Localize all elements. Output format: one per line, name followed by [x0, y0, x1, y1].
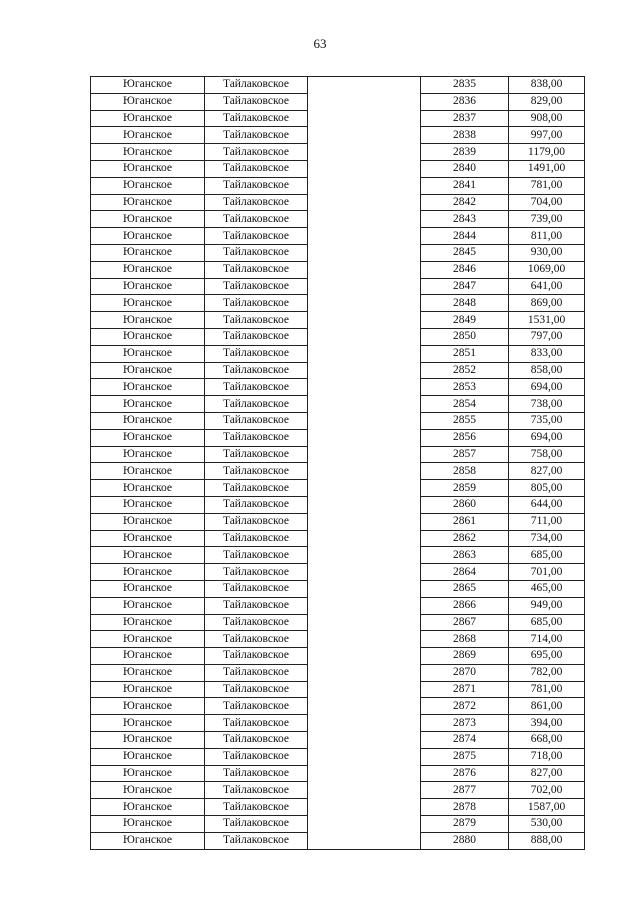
value-cell: 997,00	[509, 127, 585, 144]
value-cell: 694,00	[509, 379, 585, 396]
deposit-name-cell: Тайлаковское	[205, 748, 308, 765]
empty-cell	[308, 480, 421, 497]
well-number-cell: 2863	[421, 547, 509, 564]
deposit-name-cell: Тайлаковское	[205, 177, 308, 194]
data-table	[90, 76, 585, 850]
field-name-cell: Юганское	[91, 832, 205, 849]
field-name-cell: Юганское	[91, 816, 205, 833]
well-number-cell: 2880	[421, 832, 509, 849]
field-name-cell: Юганское	[91, 194, 205, 211]
empty-cell	[308, 446, 421, 463]
empty-cell	[308, 362, 421, 379]
deposit-name-cell: Тайлаковское	[205, 463, 308, 480]
table-row	[91, 261, 585, 278]
value-cell: 797,00	[509, 328, 585, 345]
value-cell: 701,00	[509, 564, 585, 581]
value-cell: 1531,00	[509, 312, 585, 329]
value-cell: 530,00	[509, 816, 585, 833]
value-cell: 718,00	[509, 748, 585, 765]
value-cell: 861,00	[509, 698, 585, 715]
deposit-name-cell: Тайлаковское	[205, 564, 308, 581]
well-number-cell: 2839	[421, 144, 509, 161]
empty-cell	[308, 144, 421, 161]
well-number-cell: 2842	[421, 194, 509, 211]
well-number-cell: 2859	[421, 480, 509, 497]
empty-cell	[308, 211, 421, 228]
table-row	[91, 144, 585, 161]
well-number-cell: 2860	[421, 496, 509, 513]
value-cell: 829,00	[509, 93, 585, 110]
deposit-name-cell: Тайлаковское	[205, 278, 308, 295]
value-cell: 838,00	[509, 77, 585, 94]
value-cell: 758,00	[509, 446, 585, 463]
table-row	[91, 782, 585, 799]
deposit-name-cell: Тайлаковское	[205, 312, 308, 329]
table-row	[91, 547, 585, 564]
value-cell: 685,00	[509, 614, 585, 631]
deposit-name-cell: Тайлаковское	[205, 782, 308, 799]
table-row	[91, 345, 585, 362]
value-cell: 858,00	[509, 362, 585, 379]
deposit-name-cell: Тайлаковское	[205, 295, 308, 312]
well-number-cell: 2853	[421, 379, 509, 396]
table-row	[91, 799, 585, 816]
deposit-name-cell: Тайлаковское	[205, 211, 308, 228]
empty-cell	[308, 93, 421, 110]
well-number-cell: 2870	[421, 664, 509, 681]
value-cell: 930,00	[509, 244, 585, 261]
field-name-cell: Юганское	[91, 765, 205, 782]
field-name-cell: Юганское	[91, 429, 205, 446]
field-name-cell: Юганское	[91, 496, 205, 513]
field-name-cell: Юганское	[91, 463, 205, 480]
field-name-cell: Юганское	[91, 547, 205, 564]
deposit-name-cell: Тайлаковское	[205, 664, 308, 681]
table-row	[91, 244, 585, 261]
well-number-cell: 2861	[421, 513, 509, 530]
table-row	[91, 480, 585, 497]
table-row	[91, 513, 585, 530]
well-number-cell: 2864	[421, 564, 509, 581]
table-row	[91, 664, 585, 681]
deposit-name-cell: Тайлаковское	[205, 362, 308, 379]
field-name-cell: Юганское	[91, 664, 205, 681]
table-row	[91, 496, 585, 513]
value-cell: 714,00	[509, 631, 585, 648]
deposit-name-cell: Тайлаковское	[205, 614, 308, 631]
well-number-cell: 2838	[421, 127, 509, 144]
field-name-cell: Юганское	[91, 362, 205, 379]
table-row	[91, 362, 585, 379]
field-name-cell: Юганское	[91, 698, 205, 715]
deposit-name-cell: Тайлаковское	[205, 160, 308, 177]
value-cell: 1491,00	[509, 160, 585, 177]
field-name-cell: Юганское	[91, 211, 205, 228]
empty-cell	[308, 816, 421, 833]
empty-cell	[308, 698, 421, 715]
value-cell: 739,00	[509, 211, 585, 228]
well-number-cell: 2858	[421, 463, 509, 480]
value-cell: 811,00	[509, 228, 585, 245]
deposit-name-cell: Тайлаковское	[205, 580, 308, 597]
field-name-cell: Юганское	[91, 345, 205, 362]
well-number-cell: 2835	[421, 77, 509, 94]
deposit-name-cell: Тайлаковское	[205, 93, 308, 110]
empty-cell	[308, 412, 421, 429]
well-number-cell: 2875	[421, 748, 509, 765]
table-row	[91, 177, 585, 194]
field-name-cell: Юганское	[91, 379, 205, 396]
empty-cell	[308, 328, 421, 345]
value-cell: 1587,00	[509, 799, 585, 816]
value-cell: 711,00	[509, 513, 585, 530]
value-cell: 869,00	[509, 295, 585, 312]
deposit-name-cell: Тайлаковское	[205, 261, 308, 278]
empty-cell	[308, 295, 421, 312]
table-row	[91, 211, 585, 228]
field-name-cell: Юганское	[91, 278, 205, 295]
field-name-cell: Юганское	[91, 396, 205, 413]
value-cell: 644,00	[509, 496, 585, 513]
well-number-cell: 2868	[421, 631, 509, 648]
table-row	[91, 463, 585, 480]
deposit-name-cell: Тайлаковское	[205, 446, 308, 463]
well-number-cell: 2879	[421, 816, 509, 833]
deposit-name-cell: Тайлаковское	[205, 816, 308, 833]
field-name-cell: Юганское	[91, 261, 205, 278]
table-row	[91, 194, 585, 211]
empty-cell	[308, 379, 421, 396]
deposit-name-cell: Тайлаковское	[205, 110, 308, 127]
empty-cell	[308, 782, 421, 799]
empty-cell	[308, 732, 421, 749]
value-cell: 734,00	[509, 530, 585, 547]
well-number-cell: 2878	[421, 799, 509, 816]
value-cell: 695,00	[509, 648, 585, 665]
value-cell: 888,00	[509, 832, 585, 849]
field-name-cell: Юганское	[91, 580, 205, 597]
empty-cell	[308, 177, 421, 194]
table-row	[91, 77, 585, 94]
deposit-name-cell: Тайлаковское	[205, 648, 308, 665]
table-row	[91, 312, 585, 329]
table-row	[91, 328, 585, 345]
table-row	[91, 681, 585, 698]
deposit-name-cell: Тайлаковское	[205, 547, 308, 564]
well-number-cell: 2876	[421, 765, 509, 782]
deposit-name-cell: Тайлаковское	[205, 832, 308, 849]
deposit-name-cell: Тайлаковское	[205, 228, 308, 245]
value-cell: 908,00	[509, 110, 585, 127]
empty-cell	[308, 244, 421, 261]
field-name-cell: Юганское	[91, 312, 205, 329]
empty-cell	[308, 648, 421, 665]
field-name-cell: Юганское	[91, 614, 205, 631]
table-row	[91, 295, 585, 312]
well-number-cell: 2857	[421, 446, 509, 463]
empty-cell	[308, 463, 421, 480]
value-cell: 735,00	[509, 412, 585, 429]
value-cell: 641,00	[509, 278, 585, 295]
well-number-cell: 2845	[421, 244, 509, 261]
empty-cell	[308, 396, 421, 413]
table-row	[91, 379, 585, 396]
deposit-name-cell: Тайлаковское	[205, 328, 308, 345]
deposit-name-cell: Тайлаковское	[205, 345, 308, 362]
field-name-cell: Юганское	[91, 564, 205, 581]
empty-cell	[308, 765, 421, 782]
table-row	[91, 127, 585, 144]
table-row	[91, 412, 585, 429]
table-row	[91, 648, 585, 665]
empty-cell	[308, 127, 421, 144]
value-cell: 827,00	[509, 765, 585, 782]
deposit-name-cell: Тайлаковское	[205, 732, 308, 749]
page-number: 63	[313, 36, 327, 51]
field-name-cell: Юганское	[91, 681, 205, 698]
table-row	[91, 732, 585, 749]
well-number-cell: 2874	[421, 732, 509, 749]
well-number-cell: 2855	[421, 412, 509, 429]
well-number-cell: 2844	[421, 228, 509, 245]
deposit-name-cell: Тайлаковское	[205, 681, 308, 698]
table-row	[91, 580, 585, 597]
empty-cell	[308, 799, 421, 816]
value-cell: 738,00	[509, 396, 585, 413]
field-name-cell: Юганское	[91, 328, 205, 345]
value-cell: 805,00	[509, 480, 585, 497]
field-name-cell: Юганское	[91, 295, 205, 312]
empty-cell	[308, 580, 421, 597]
value-cell: 668,00	[509, 732, 585, 749]
field-name-cell: Юганское	[91, 177, 205, 194]
field-name-cell: Юганское	[91, 160, 205, 177]
well-number-cell: 2867	[421, 614, 509, 631]
value-cell: 949,00	[509, 597, 585, 614]
well-number-cell: 2877	[421, 782, 509, 799]
field-name-cell: Юганское	[91, 228, 205, 245]
table-row	[91, 278, 585, 295]
well-number-cell: 2847	[421, 278, 509, 295]
well-number-cell: 2862	[421, 530, 509, 547]
empty-cell	[308, 345, 421, 362]
well-number-cell: 2856	[421, 429, 509, 446]
deposit-name-cell: Тайлаковское	[205, 715, 308, 732]
deposit-name-cell: Тайлаковское	[205, 698, 308, 715]
deposit-name-cell: Тайлаковское	[205, 765, 308, 782]
empty-cell	[308, 312, 421, 329]
table-row	[91, 832, 585, 849]
well-number-cell: 2852	[421, 362, 509, 379]
empty-cell	[308, 547, 421, 564]
deposit-name-cell: Тайлаковское	[205, 77, 308, 94]
empty-cell	[308, 614, 421, 631]
well-number-cell: 2841	[421, 177, 509, 194]
value-cell: 702,00	[509, 782, 585, 799]
table-row	[91, 110, 585, 127]
empty-cell	[308, 429, 421, 446]
well-number-cell: 2848	[421, 295, 509, 312]
table-row	[91, 446, 585, 463]
table-row	[91, 429, 585, 446]
field-name-cell: Юганское	[91, 244, 205, 261]
deposit-name-cell: Тайлаковское	[205, 799, 308, 816]
empty-cell	[308, 496, 421, 513]
table-row	[91, 93, 585, 110]
deposit-name-cell: Тайлаковское	[205, 429, 308, 446]
deposit-name-cell: Тайлаковское	[205, 144, 308, 161]
deposit-name-cell: Тайлаковское	[205, 530, 308, 547]
empty-cell	[308, 681, 421, 698]
empty-cell	[308, 261, 421, 278]
empty-cell	[308, 715, 421, 732]
deposit-name-cell: Тайлаковское	[205, 194, 308, 211]
field-name-cell: Юганское	[91, 530, 205, 547]
value-cell: 394,00	[509, 715, 585, 732]
empty-cell	[308, 664, 421, 681]
well-number-cell: 2846	[421, 261, 509, 278]
value-cell: 781,00	[509, 177, 585, 194]
field-name-cell: Юганское	[91, 480, 205, 497]
field-name-cell: Юганское	[91, 77, 205, 94]
value-cell: 694,00	[509, 429, 585, 446]
field-name-cell: Юганское	[91, 412, 205, 429]
empty-cell	[308, 832, 421, 849]
deposit-name-cell: Тайлаковское	[205, 480, 308, 497]
deposit-name-cell: Тайлаковское	[205, 597, 308, 614]
field-name-cell: Юганское	[91, 446, 205, 463]
value-cell: 704,00	[509, 194, 585, 211]
well-number-cell: 2854	[421, 396, 509, 413]
value-cell: 685,00	[509, 547, 585, 564]
well-number-cell: 2865	[421, 580, 509, 597]
value-cell: 833,00	[509, 345, 585, 362]
table-row	[91, 530, 585, 547]
well-number-cell: 2871	[421, 681, 509, 698]
table-row	[91, 816, 585, 833]
empty-cell	[308, 748, 421, 765]
table-row	[91, 748, 585, 765]
value-cell: 782,00	[509, 664, 585, 681]
table-row	[91, 698, 585, 715]
well-number-cell: 2873	[421, 715, 509, 732]
field-name-cell: Юганское	[91, 631, 205, 648]
table-row	[91, 631, 585, 648]
well-number-cell: 2851	[421, 345, 509, 362]
table-row	[91, 765, 585, 782]
empty-cell	[308, 194, 421, 211]
field-name-cell: Юганское	[91, 648, 205, 665]
field-name-cell: Юганское	[91, 748, 205, 765]
value-cell: 781,00	[509, 681, 585, 698]
field-name-cell: Юганское	[91, 127, 205, 144]
field-name-cell: Юганское	[91, 144, 205, 161]
empty-cell	[308, 530, 421, 547]
well-number-cell: 2850	[421, 328, 509, 345]
value-cell: 1069,00	[509, 261, 585, 278]
empty-cell	[308, 278, 421, 295]
table-row	[91, 614, 585, 631]
deposit-name-cell: Тайлаковское	[205, 127, 308, 144]
well-number-cell: 2836	[421, 93, 509, 110]
field-name-cell: Юганское	[91, 782, 205, 799]
empty-cell	[308, 631, 421, 648]
table-row	[91, 228, 585, 245]
empty-cell	[308, 77, 421, 94]
deposit-name-cell: Тайлаковское	[205, 244, 308, 261]
deposit-name-cell: Тайлаковское	[205, 396, 308, 413]
empty-cell	[308, 513, 421, 530]
table-body	[91, 77, 585, 850]
value-cell: 1179,00	[509, 144, 585, 161]
field-name-cell: Юганское	[91, 597, 205, 614]
well-number-cell: 2837	[421, 110, 509, 127]
table-row	[91, 715, 585, 732]
field-name-cell: Юганское	[91, 513, 205, 530]
empty-cell	[308, 160, 421, 177]
field-name-cell: Юганское	[91, 732, 205, 749]
well-number-cell: 2866	[421, 597, 509, 614]
table-row	[91, 597, 585, 614]
table-row	[91, 564, 585, 581]
empty-cell	[308, 564, 421, 581]
well-number-cell: 2840	[421, 160, 509, 177]
field-name-cell: Юганское	[91, 93, 205, 110]
table-row	[91, 160, 585, 177]
deposit-name-cell: Тайлаковское	[205, 379, 308, 396]
empty-cell	[308, 110, 421, 127]
table-row	[91, 396, 585, 413]
field-name-cell: Юганское	[91, 799, 205, 816]
value-cell: 465,00	[509, 580, 585, 597]
empty-cell	[308, 228, 421, 245]
field-name-cell: Юганское	[91, 715, 205, 732]
well-number-cell: 2869	[421, 648, 509, 665]
deposit-name-cell: Тайлаковское	[205, 412, 308, 429]
deposit-name-cell: Тайлаковское	[205, 631, 308, 648]
deposit-name-cell: Тайлаковское	[205, 513, 308, 530]
value-cell: 827,00	[509, 463, 585, 480]
empty-cell	[308, 597, 421, 614]
well-number-cell: 2872	[421, 698, 509, 715]
well-number-cell: 2843	[421, 211, 509, 228]
deposit-name-cell: Тайлаковское	[205, 496, 308, 513]
field-name-cell: Юганское	[91, 110, 205, 127]
well-number-cell: 2849	[421, 312, 509, 329]
